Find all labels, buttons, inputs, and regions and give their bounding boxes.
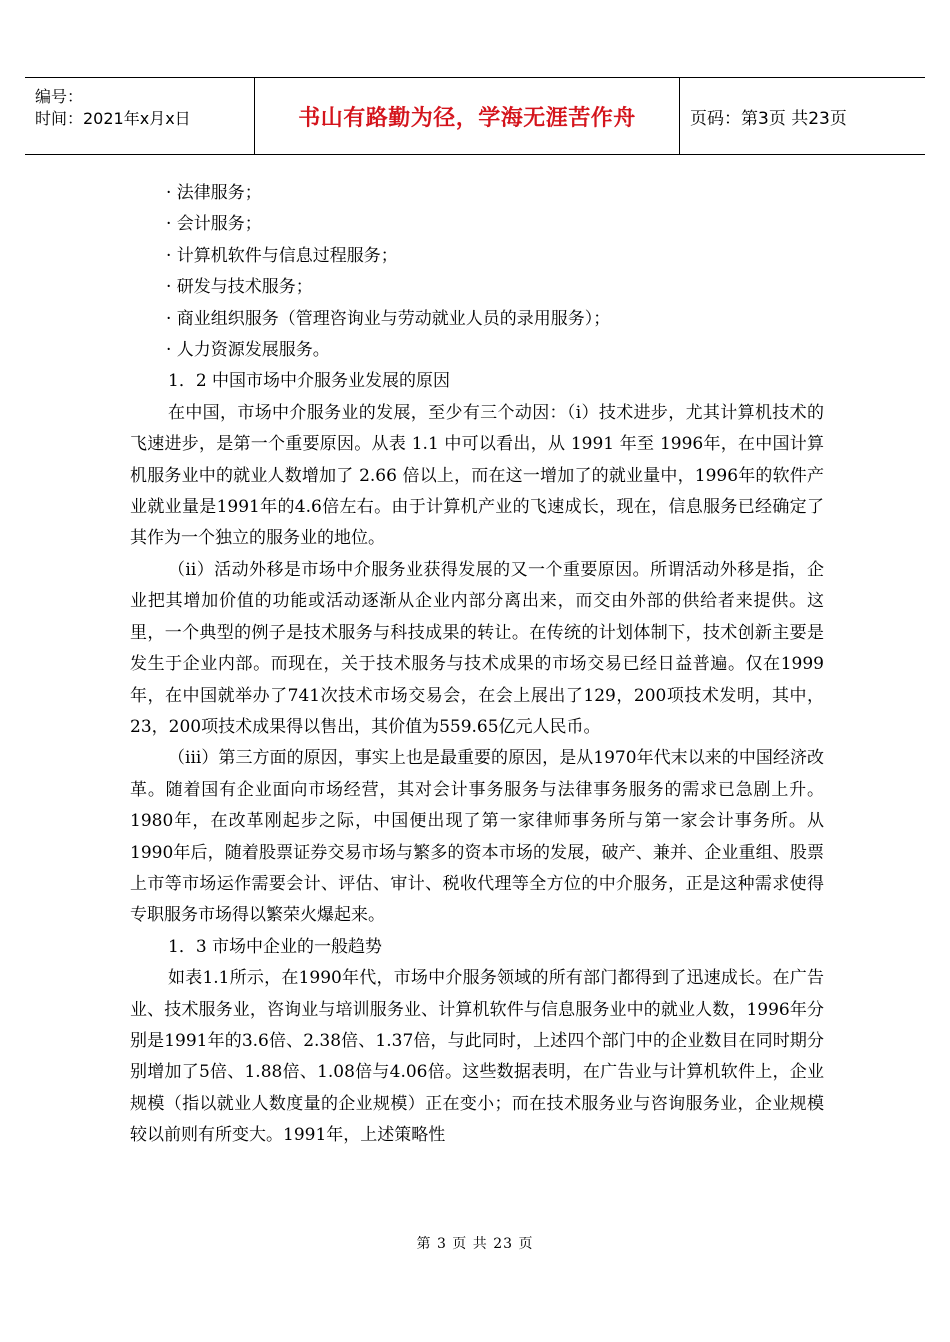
paragraph: （iii）第三方面的原因，事实上也是最重要的原因，是从1970年代末以来的中国经济改革。随着国有企业面向市场经营，其对会计事务服务与法律事务服务的需求已急剧上升。1980年，在改革刚起步之际，中国便出现了第一家律师事务所与第一家会计事务所。从1990年后，随着股票证券交易市场与繁多的资本市场的发展，破产、兼并、企业重组、股票上市等市场运作需要会计、评估、审计、税收代理等全方位的中介服务，正是这种需求使得专职服务市场得以繁荣火爆起来。: [130, 748, 824, 926]
header-motto: 书山有路勤为径，学海无涯苦作舟: [254, 78, 680, 154]
header-page-info: 页码：第3页 共23页: [690, 108, 847, 129]
bullet-item: · 计算机软件与信息过程服务；: [166, 245, 398, 266]
paragraph: （ii）活动外移是市场中介服务业获得发展的又一个重要原因。所谓活动外移是指，企业把其增加价值的功能或活动逐渐从企业内部分离出来，而交由外部的供给者来提供。这里，一个典型的例子是技术服务与科技成果的转让。在传统的计划体制下，技术创新主要是发生于企业内部。而现在，关于技术服务与技术成果的市场交易已经日益普遍。仅在1999年，在中国就举办了741次技术市场交易会，在会上展出了129，200项技术发明，其中，23，200项技术成果得以售出，其价值为559.65亿元人民币。: [130, 559, 824, 737]
bullet-item: · 研发与技术服务；: [166, 277, 313, 298]
document-time-label: 时间：2021年x月x日: [35, 109, 191, 128]
page-footer: 第 3 页 共 23 页: [416, 1236, 534, 1252]
section-heading-1-3: 1．3 市场中企业的一般趋势: [168, 936, 383, 957]
bullet-item: · 人力资源发展服务。: [166, 340, 330, 361]
document-body: [130, 178, 824, 1152]
bullet-item: · 会计服务；: [166, 214, 262, 235]
page-header: [25, 77, 925, 155]
bullet-item: · 商业组织服务（管理咨询业与劳动就业人员的录用服务）；: [166, 308, 611, 329]
document-number-label: 编号：: [35, 87, 84, 106]
paragraph: 如表1.1所示，在1990年代，市场中介服务领域的所有部门都得到了迅速成长。在广告业、技术服务业，咨询业与培训服务业、计算机软件与信息服务业中的就业人数，1996年分别是1991年的3.6倍、2.38倍、1.37倍，与此同时，上述四个部门中的企业数目在同时期分别增加了5倍、1.88倍、1.08倍与4.06倍。这些数据表明，在广告业与计算机软件上，企业规模（指以就业人数度量的企业规模）正在变小；而在技术服务业与咨询服务业，企业规模较以前则有所变大。1991年，上述策略性: [130, 968, 824, 1146]
bullet-item: · 法律服务；: [166, 183, 262, 203]
section-heading-1-2: 1．2 中国市场中介服务业发展的原因: [168, 371, 451, 392]
header-meta: [25, 78, 254, 154]
paragraph: 在中国，市场中介服务业的发展，至少有三个动因：（i）技术进步，尤其计算机技术的飞速进步，是第一个重要原因。从表 1.1 中可以看出，从 1991 年至 1996年，在中国计算机服务业中的就业人数增加了 2.66 倍以上，而在这一增加了的就业量中，1996年的软件产业就业量是1991年的4.6倍左右。由于计算机产业的飞速成长，现在，信息服务已经确定了其作为一个独立的服务业的地位。: [130, 402, 824, 549]
